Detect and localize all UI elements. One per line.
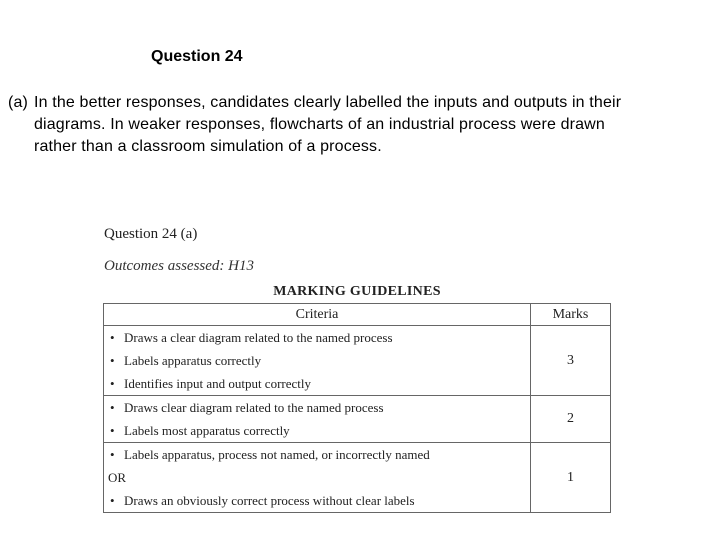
examiner-comment: [8, 92, 698, 158]
outcomes-assessed: Outcomes assessed: H13: [104, 258, 254, 274]
comment-line: In the better responses, candidates clearly labelled the inputs and outputs in their: [34, 94, 622, 111]
criteria-cell: [104, 443, 531, 513]
guidelines-question-title: Question 24 (a): [104, 226, 198, 242]
comment-line: rather than a classroom simulation of a process.: [34, 138, 382, 155]
marking-guidelines-table: [103, 303, 611, 513]
bullet: •: [110, 447, 115, 462]
criteria-cell: [104, 326, 531, 396]
criteria-item: [104, 349, 530, 372]
bullet: •: [110, 493, 115, 508]
criteria-cell: [104, 396, 531, 443]
criteria-item: [104, 326, 530, 349]
bullet: •: [110, 376, 115, 391]
bullet: •: [110, 353, 115, 368]
marks-cell: 2: [531, 396, 611, 443]
question-title: Question 24: [151, 48, 243, 65]
criteria-item: [104, 443, 530, 466]
marks-cell: 1: [531, 443, 611, 513]
bullet: •: [110, 400, 115, 415]
criteria-text: Draws clear diagram related to the named process: [124, 400, 384, 415]
criteria-text: Draws a clear diagram related to the named process: [124, 330, 393, 345]
criteria-column-header: Criteria: [104, 304, 531, 326]
bullet: •: [110, 423, 115, 438]
table-header-row: [104, 304, 611, 326]
bullet: •: [110, 330, 115, 345]
comment-line: diagrams. In weaker responses, flowcharts of an industrial process were drawn: [34, 116, 605, 133]
table-row: [104, 443, 611, 513]
criteria-text: Labels apparatus correctly: [124, 353, 262, 368]
criteria-item: [104, 489, 530, 512]
comment-label: (a): [8, 94, 29, 111]
criteria-item: [104, 372, 530, 395]
criteria-text: Identifies input and output correctly: [124, 376, 312, 391]
or-separator: OR: [108, 470, 127, 485]
criteria-item: [104, 419, 530, 442]
table-row: [104, 396, 611, 443]
marking-guidelines-heading: MARKING GUIDELINES: [273, 284, 441, 299]
criteria-text: Draws an obviously correct process without clear labels: [124, 493, 415, 508]
criteria-item: [104, 396, 530, 419]
marks-cell: 3: [531, 326, 611, 396]
criteria-text: Labels most apparatus correctly: [124, 423, 290, 438]
table-row: [104, 326, 611, 396]
marks-column-header: Marks: [531, 304, 611, 326]
criteria-text: Labels apparatus, process not named, or incorrectly named: [124, 447, 430, 462]
